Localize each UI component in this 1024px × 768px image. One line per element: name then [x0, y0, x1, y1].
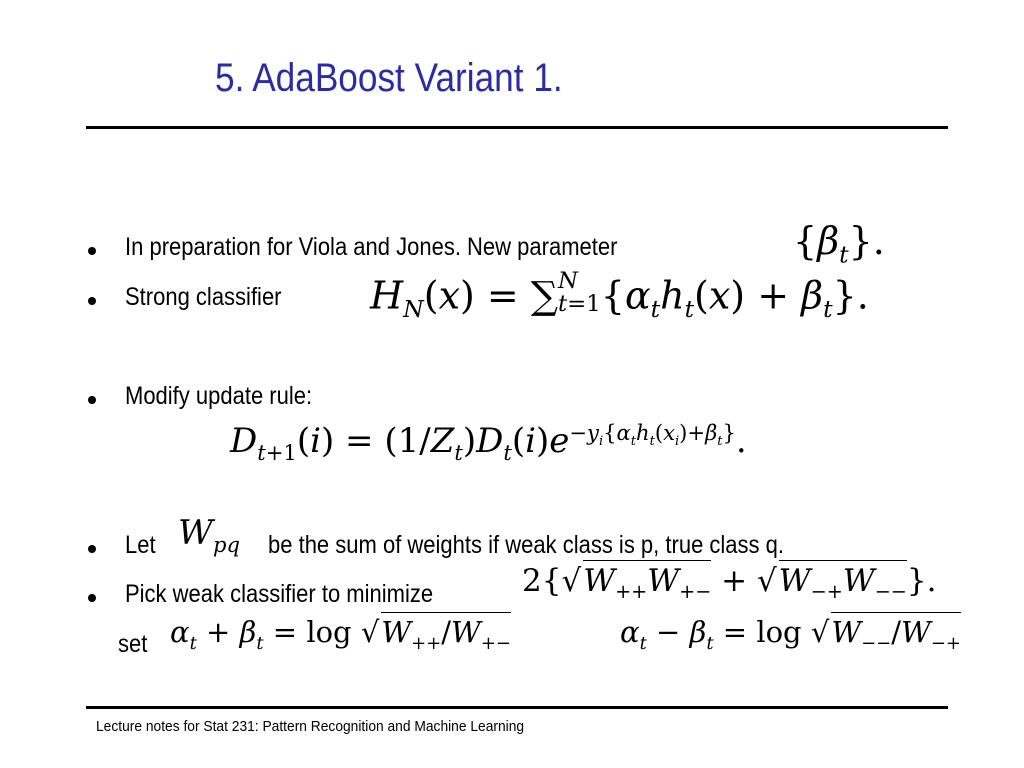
bullet-dot — [88, 396, 96, 404]
bullet-dot — [88, 594, 96, 602]
footer-rule — [86, 706, 948, 709]
math-strong-classifier: $H_N(x)$ = ∑ N t=1 $\{\alpha_th_t(x) + \beta_t\}$. — [370, 268, 869, 323]
title-rule — [86, 126, 948, 129]
bullet-text-minimize: Pick weak classifier to minimize — [125, 580, 434, 608]
bullet-dot — [88, 297, 96, 305]
math-alpha-plus-beta: $\alpha_t + \beta_t = \log √W_{++}/W_{+-}$ — [170, 618, 511, 647]
bullet-text-sum-of-weights: be the sum of weights if weak class is p, true class q. — [268, 531, 785, 559]
math-alpha-minus-beta: $\alpha_t - \beta_t = \log √W_{--}/W_{-+}$ — [620, 618, 961, 647]
bullet-dot — [88, 545, 96, 553]
bullet-text-preparation: In preparation for Viola and Jones. New parameter — [125, 233, 618, 261]
math-wpq: $W_{pq}$ — [178, 513, 240, 557]
bullet-text-update-rule: Modify update rule: — [125, 382, 313, 410]
bullet-dot — [88, 247, 96, 255]
math-minimize: $2\{√W_{++}W_{+-} + √W_{-+}W_{--}\}$. — [522, 566, 936, 597]
math-beta-set: $\{\beta_t\}$. — [793, 219, 885, 269]
bullet-text-strong-classifier: Strong classifier — [125, 283, 282, 311]
math-update-rule: $D_{t+1}(i) = (1/Z_t)D_t(i)e^{-y_i\{\alpha_th_t(x_i)+\beta_t\}}$. — [230, 419, 747, 465]
slide-footer: Lecture notes for Stat 231: Pattern Recognition and Machine Learning — [96, 718, 525, 735]
slide-title: 5. AdaBoost Variant 1. — [215, 56, 563, 100]
set-label: set — [118, 630, 148, 658]
bullet-text-let: Let — [125, 531, 156, 559]
